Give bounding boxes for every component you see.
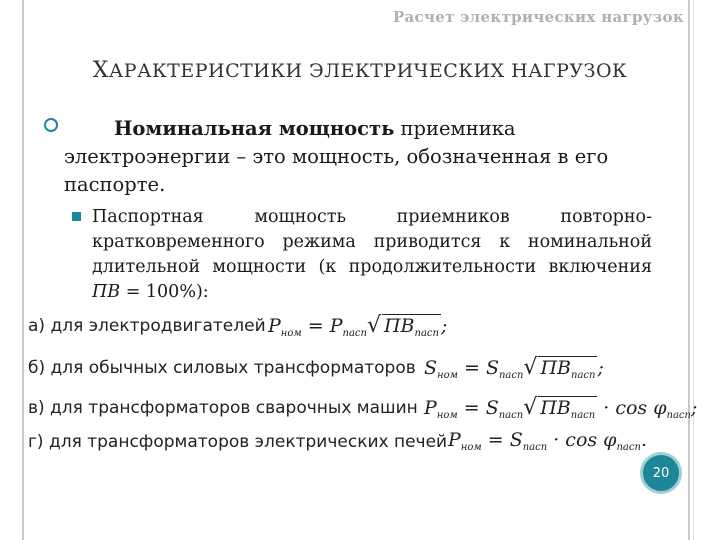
formula-label: б) для обычных силовых трансформаторов <box>28 358 416 378</box>
definition-term: Номинальная мощность <box>114 117 395 140</box>
sub-text: Паспортная мощность приемников повторно-кратковременного режима приводится к номинальной длительной мощности (к продолжительности включения <box>92 207 652 277</box>
formula-row-b <box>28 355 604 381</box>
definition-text: приемника электроэнергии – это мощность, обозначенная в его паспорте. <box>64 117 609 196</box>
formula-expression: $P_{ном} = S_{пасп}√$ $ПВ_{пасп} \cdot \cos \varphi_{пасп}$; <box>424 395 698 421</box>
slide-title <box>0 58 720 83</box>
formula-row-d <box>28 429 647 453</box>
formula-row-a <box>28 313 448 339</box>
formula-label: а) для электродвигателей <box>28 316 266 336</box>
formula-label: в) для трансформаторов сварочных машин <box>28 398 418 418</box>
formula-row-c <box>28 395 698 421</box>
sub-tail: = 100%): <box>120 282 209 302</box>
definition-paragraph <box>64 115 664 199</box>
square-bullet-icon <box>72 212 81 221</box>
sub-paragraph <box>92 205 652 305</box>
formula-expression: $P_{ном} = S_{пасп} \cdot \cos \varphi_{пасп}$. <box>448 429 647 453</box>
title-rest: АРАКТЕРИСТИКИ ЭЛЕКТРИЧЕСКИХ НАГРУЗОК <box>108 60 628 82</box>
slide-header: Расчет электрических нагрузок <box>392 8 684 26</box>
formula-expression: $S_{ном} = S_{пасп}√$ $ПВ_{пасп}$ ; <box>424 355 604 381</box>
title-first-letter: Х <box>92 58 109 83</box>
ring-bullet-icon <box>44 118 58 132</box>
formula-expression: $P_{ном} = P_{пасп}√$ $ПВ_{пасп}$ ; <box>268 313 448 339</box>
formula-label: г) для трансформаторов электрических печей <box>28 432 448 452</box>
page-number-badge: 20 <box>640 452 682 494</box>
sub-italic: ПВ <box>92 282 121 302</box>
